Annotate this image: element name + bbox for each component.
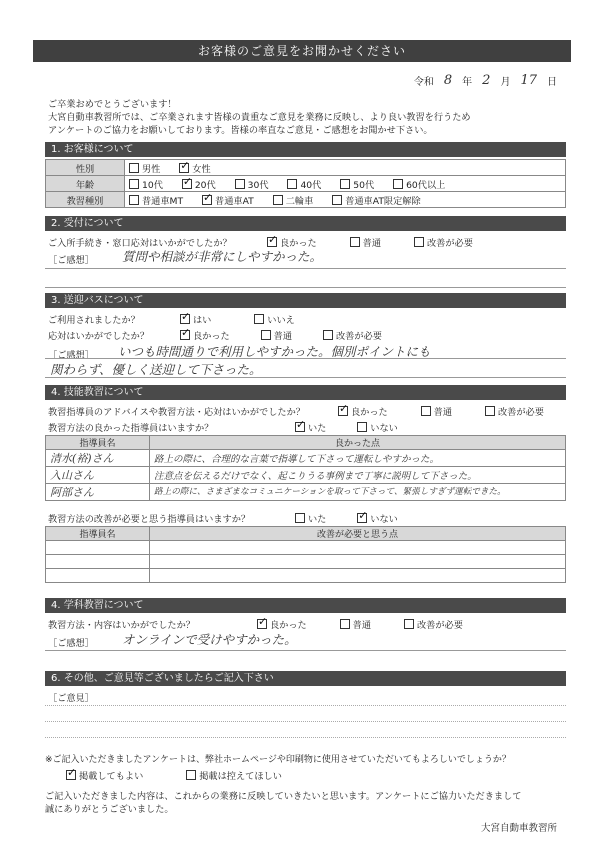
skill-good-option[interactable]: ✓ 良かった	[338, 404, 388, 418]
bus-service-options	[180, 328, 398, 342]
age-20s-option[interactable]: ✓ 20代	[182, 177, 216, 191]
table-row	[46, 569, 566, 583]
reception-normal-option[interactable]: 普通	[350, 235, 381, 249]
section-other-header: 6. その他、ご意見等ございましたらご記入下さい	[45, 671, 566, 686]
reception-question: ご入所手続き・窓口応対はいかがでしたか？	[48, 238, 232, 249]
age-30s-option[interactable]: 30代	[235, 177, 269, 191]
table-row	[46, 467, 566, 484]
lecture-improve-option[interactable]: 改善が必要	[404, 617, 463, 631]
checkbox[interactable]	[129, 195, 139, 205]
course-row	[46, 192, 566, 208]
checkbox-checked[interactable]	[338, 406, 348, 416]
date-era: 令和	[413, 77, 434, 88]
date-month-unit: 月	[500, 77, 511, 88]
gender-female-option[interactable]: ✓ 女性	[179, 161, 210, 175]
good-instructor-question: 教習方法の良かった指導員はいますか？	[48, 423, 214, 434]
improve-point-cell[interactable]	[150, 555, 566, 569]
gender-row	[46, 160, 566, 176]
closing-line: ご記入いただきました内容は、これからの業務に反映していきたいと思います。アンケートにご協力いただきまして	[45, 791, 522, 802]
checkbox[interactable]	[421, 406, 431, 416]
reception-improve-option[interactable]: 改善が必要	[414, 235, 473, 249]
good-instructor-table	[45, 435, 566, 501]
lecture-question: 教習方法・内容はいかがでしたか？	[48, 620, 195, 631]
divider	[45, 705, 566, 706]
bus-usage-options	[180, 312, 311, 326]
checkbox-checked[interactable]	[180, 330, 190, 340]
checkbox[interactable]	[295, 513, 305, 523]
checkbox[interactable]	[129, 163, 139, 173]
checkbox[interactable]	[414, 237, 424, 247]
course-label: 教習種別	[46, 192, 125, 208]
bus-comment-line[interactable]: 関わらず、優しく送迎して下さった。	[50, 362, 262, 377]
instructor-name-cell[interactable]	[46, 541, 150, 555]
improve-point-cell[interactable]	[150, 541, 566, 555]
intro-text	[48, 98, 568, 137]
good-no-option[interactable]: いない	[357, 420, 398, 434]
bus-usage-question: ご利用されましたか？	[48, 315, 140, 326]
bad-instructor-options	[295, 511, 414, 525]
age-row	[46, 176, 566, 192]
section-bus-header: 3. 送迎バスについて	[45, 293, 566, 308]
publish-allow-option[interactable]: ✓掲載してもよい	[66, 768, 143, 782]
good-point-cell[interactable]: 路上の際に、さまざまなコミュニケーションを取って下さって、緊張しすぎず運転できた。	[150, 484, 566, 501]
reception-comment-label: ［ご感想］	[48, 255, 94, 266]
intro-line: 大宮自動車教習所では、ご卒業されます皆様の貴重なご意見を業務に反映し、より良い教習を行うため	[48, 112, 471, 123]
lecture-good-option[interactable]: ✓ 良かった	[257, 617, 307, 631]
checkbox[interactable]	[287, 179, 297, 189]
bad-instructor-question: 教習方法の改善が必要と思う指導員はいますか？	[48, 514, 251, 525]
bus-comment-line[interactable]: いつも時間通りで利用しやすかった。個別ポイントにも	[118, 344, 431, 359]
checkbox[interactable]	[261, 330, 271, 340]
gender-male-option[interactable]: 男性	[129, 161, 160, 175]
improve-point-cell[interactable]	[150, 569, 566, 583]
section-customer-header: 1. お客様について	[45, 142, 566, 157]
bus-yes-option[interactable]: ✓ はい	[180, 312, 211, 326]
course-bike-option[interactable]: 二輪車	[273, 193, 314, 207]
bad-no-option[interactable]: ✓ いない	[357, 511, 398, 525]
skill-instructor-question: 教習指導員のアドバイスや教習方法・応対はいかがでしたか？	[48, 407, 305, 418]
age-label: 年齢	[46, 176, 125, 192]
divider	[45, 358, 566, 359]
bus-service-question: 応対はいかがでしたか？	[48, 331, 150, 342]
checkbox-checked[interactable]	[66, 770, 76, 780]
table-header-row	[46, 527, 566, 541]
divider	[45, 650, 566, 651]
checkbox[interactable]	[485, 406, 495, 416]
date-row	[414, 70, 557, 88]
checkbox[interactable]	[332, 195, 342, 205]
skill-normal-option[interactable]: 普通	[421, 404, 452, 418]
instructor-name-cell[interactable]	[46, 569, 150, 583]
checkbox[interactable]	[323, 330, 333, 340]
other-comment-label: ［ご意見］	[48, 693, 94, 704]
checkbox[interactable]	[273, 195, 283, 205]
checkbox-checked[interactable]	[267, 237, 277, 247]
date-month: 2	[482, 73, 491, 88]
bad-yes-option[interactable]: いた	[295, 511, 326, 525]
reception-good-option[interactable]: ✓ 良かった	[267, 235, 317, 249]
good-instructor-options	[295, 420, 414, 434]
section-reception-header: 2. 受付について	[45, 216, 566, 231]
checkbox[interactable]	[404, 619, 414, 629]
instructor-name-cell[interactable]	[46, 555, 150, 569]
intro-line: アンケートのご協力をお願いしております。皆様の率直なご意見・ご感想をお聞かせ下さい。	[48, 125, 433, 136]
header-improve-points: 改善が必要と思う点	[150, 527, 566, 541]
header-instructor-name: 指導員名	[46, 436, 150, 450]
bus-no-option[interactable]: いいえ	[254, 312, 295, 326]
date-year: 8	[443, 73, 453, 88]
instructor-name-cell[interactable]: 入山さん	[46, 467, 150, 484]
publish-options	[66, 768, 298, 782]
bus-normal-option[interactable]: 普通	[261, 328, 292, 342]
instructor-name-cell[interactable]: 清水(裕)さん	[46, 450, 150, 467]
date-year-unit: 年	[462, 77, 473, 88]
bus-comment-label: ［ご感想］	[48, 350, 94, 361]
age-60s-option[interactable]: 60代以上	[393, 177, 445, 191]
skill-improve-option[interactable]: 改善が必要	[485, 404, 544, 418]
date-day: 17	[520, 73, 537, 88]
lecture-options	[257, 617, 479, 631]
checkbox[interactable]	[340, 179, 350, 189]
course-mt-option[interactable]: 普通車MT	[129, 193, 183, 207]
age-50s-option[interactable]: 50代	[340, 177, 374, 191]
checkbox[interactable]	[186, 770, 196, 780]
table-row	[46, 484, 566, 501]
lecture-normal-option[interactable]: 普通	[340, 617, 371, 631]
course-at-unlock-option[interactable]: 普通車AT限定解除	[332, 193, 421, 207]
checkbox-checked[interactable]	[202, 195, 212, 205]
checkbox-checked[interactable]	[180, 314, 190, 324]
closing-text	[45, 790, 575, 816]
checkbox-checked[interactable]	[357, 513, 367, 523]
instructor-name-cell[interactable]: 阿部さん	[46, 484, 150, 501]
age-10s-option[interactable]: 10代	[129, 177, 163, 191]
checkbox-checked[interactable]	[257, 619, 267, 629]
checkbox[interactable]	[254, 314, 264, 324]
header-good-points: 良かった点	[150, 436, 566, 450]
divider	[45, 287, 566, 288]
table-row	[46, 555, 566, 569]
checkbox-checked[interactable]	[179, 163, 189, 173]
company-name: 大宮自動車教習所	[480, 823, 557, 834]
publish-deny-option[interactable]: 掲載は控えてほしい	[186, 768, 282, 782]
checkbox-checked[interactable]	[182, 179, 192, 189]
bad-instructor-table	[45, 526, 566, 583]
course-at-option[interactable]: ✓ 普通車AT	[202, 193, 254, 207]
form-title: お客様のご意見をお聞かせください	[33, 40, 571, 62]
divider	[45, 737, 566, 738]
bus-improve-option[interactable]: 改善が必要	[323, 328, 382, 342]
table-header-row	[46, 436, 566, 450]
divider	[45, 721, 566, 722]
divider	[45, 268, 566, 269]
gender-label: 性別	[46, 160, 125, 176]
publish-question: ※ご記入いただきましたアンケートは、弊社ホームページや印刷物に使用させていただいてもよろしいでしょうか？	[45, 755, 511, 765]
section-skill-header: 4. 技能教習について	[45, 385, 566, 400]
checkbox[interactable]	[350, 237, 360, 247]
header-instructor-name: 指導員名	[46, 527, 150, 541]
checkbox[interactable]	[340, 619, 350, 629]
good-point-cell[interactable]: 路上の際に、合理的な言葉で指導して下さって運転しやすかった。	[150, 450, 566, 467]
checkbox-checked[interactable]	[295, 422, 305, 432]
checkbox[interactable]	[393, 179, 403, 189]
intro-line: ご卒業おめでとうございます！	[48, 99, 177, 110]
good-point-cell[interactable]: 注意点を伝えるだけでなく、起こりうる事例まで丁寧に説明して下さった。	[150, 467, 566, 484]
age-40s-option[interactable]: 40代	[287, 177, 321, 191]
skill-instructor-options	[338, 404, 560, 418]
table-row	[46, 541, 566, 555]
lecture-comment-label: ［ご感想］	[48, 638, 94, 649]
checkbox[interactable]	[129, 179, 139, 189]
good-yes-option[interactable]: ✓ いた	[295, 420, 326, 434]
table-row	[46, 450, 566, 467]
reception-comment[interactable]: 質問や相談が非常にしやすかった。	[122, 249, 323, 264]
customer-table	[45, 159, 566, 208]
bus-good-option[interactable]: ✓ 良かった	[180, 328, 230, 342]
lecture-comment[interactable]: オンラインで受けやすかった。	[122, 632, 297, 647]
divider	[45, 377, 566, 378]
closing-line: 誠にありがとうございました。	[45, 804, 174, 815]
date-day-unit: 日	[547, 77, 557, 88]
checkbox[interactable]	[235, 179, 245, 189]
checkbox[interactable]	[357, 422, 367, 432]
section-lecture-header: 4. 学科教習について	[45, 598, 566, 613]
